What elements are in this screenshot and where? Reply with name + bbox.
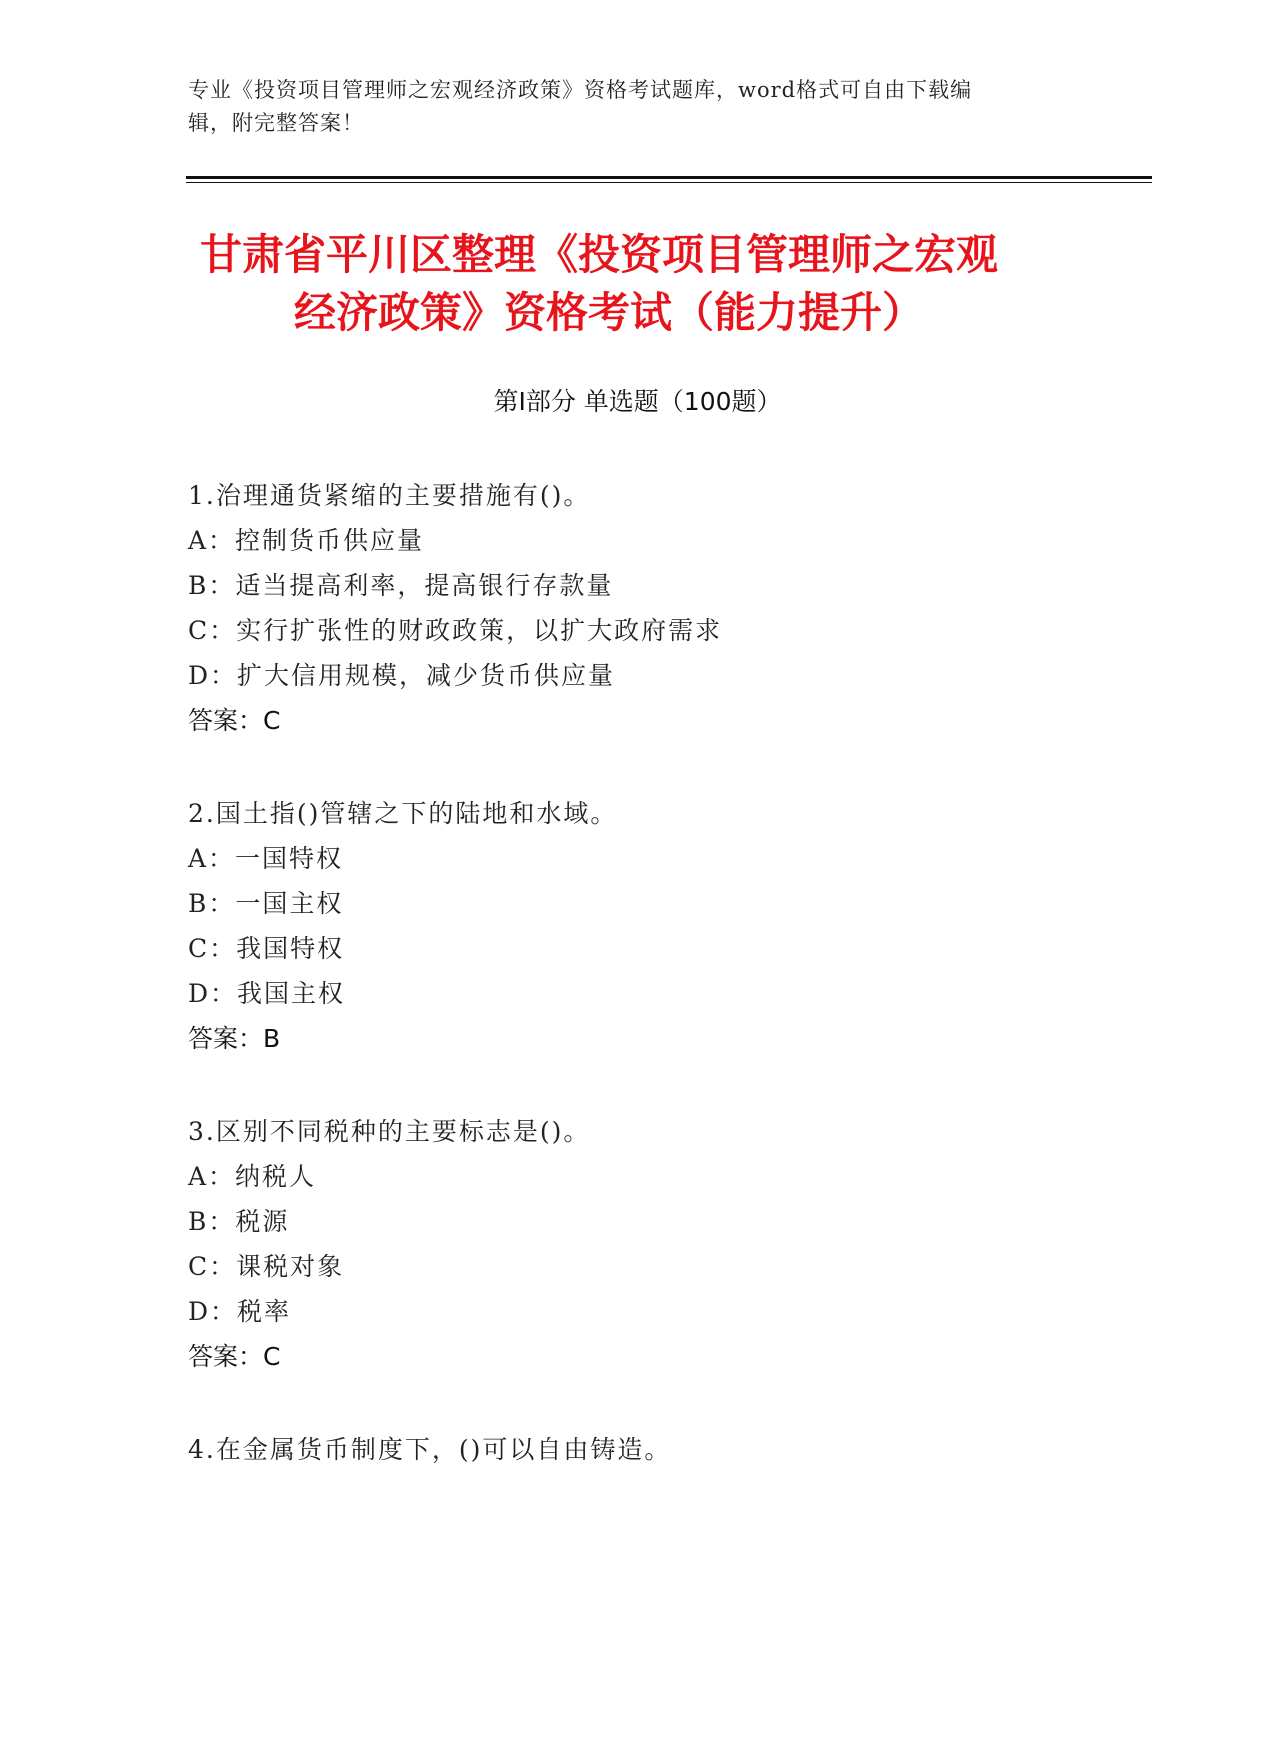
option-b: B：一国主权: [188, 889, 344, 918]
document-title: [0, 226, 1275, 342]
option-c: C：实行扩张性的财政政策，以扩大政府需求: [188, 616, 723, 645]
answer: 答案：C: [188, 1342, 281, 1371]
section-heading: 第Ⅰ部分 单选题（100题）: [493, 387, 782, 416]
question-stem: 2.国土指()管辖之下的陆地和水域。: [188, 799, 618, 828]
option-a: A：控制货币供应量: [188, 526, 425, 555]
header-note-line-1: 专业《投资项目管理师之宏观经济政策》资格考试题库，word格式可自由下载编: [188, 78, 973, 102]
option-c: C：课税对象: [188, 1252, 345, 1281]
option-d: D：税率: [188, 1297, 292, 1326]
question-list: [188, 473, 1088, 1745]
question-2: [188, 791, 1088, 1109]
document-title-line-2: 经济政策》资格考试（能力提升）: [294, 288, 925, 337]
option-c: C：我国特权: [188, 934, 345, 963]
question-stem: 4.在金属货币制度下，()可以自由铸造。: [188, 1435, 672, 1464]
answer: 答案：C: [188, 706, 281, 735]
option-d: D：我国主权: [188, 979, 346, 1008]
option-a: A：纳税人: [188, 1162, 317, 1191]
question-stem: 3.区别不同税种的主要标志是()。: [188, 1117, 591, 1146]
header-note-line-2: 辑，附完整答案！: [188, 111, 364, 135]
document-title-line-1: 甘肃省平川区整理《投资项目管理师之宏观: [200, 230, 999, 279]
option-a: A：一国特权: [188, 844, 344, 873]
answer: 答案：B: [188, 1024, 281, 1053]
option-b: B：税源: [188, 1207, 290, 1236]
option-d: D：扩大信用规模，减少货币供应量: [188, 661, 616, 690]
option-b: B：适当提高利率，提高银行存款量: [188, 571, 614, 600]
question-3: [188, 1109, 1088, 1427]
question-4: [188, 1427, 1088, 1745]
question-1: [188, 473, 1088, 791]
header-divider-thin: [186, 182, 1152, 183]
question-stem: 1.治理通货紧缩的主要措施有()。: [188, 481, 591, 510]
header-note: [188, 74, 1068, 140]
header-divider-thick: [186, 176, 1152, 179]
